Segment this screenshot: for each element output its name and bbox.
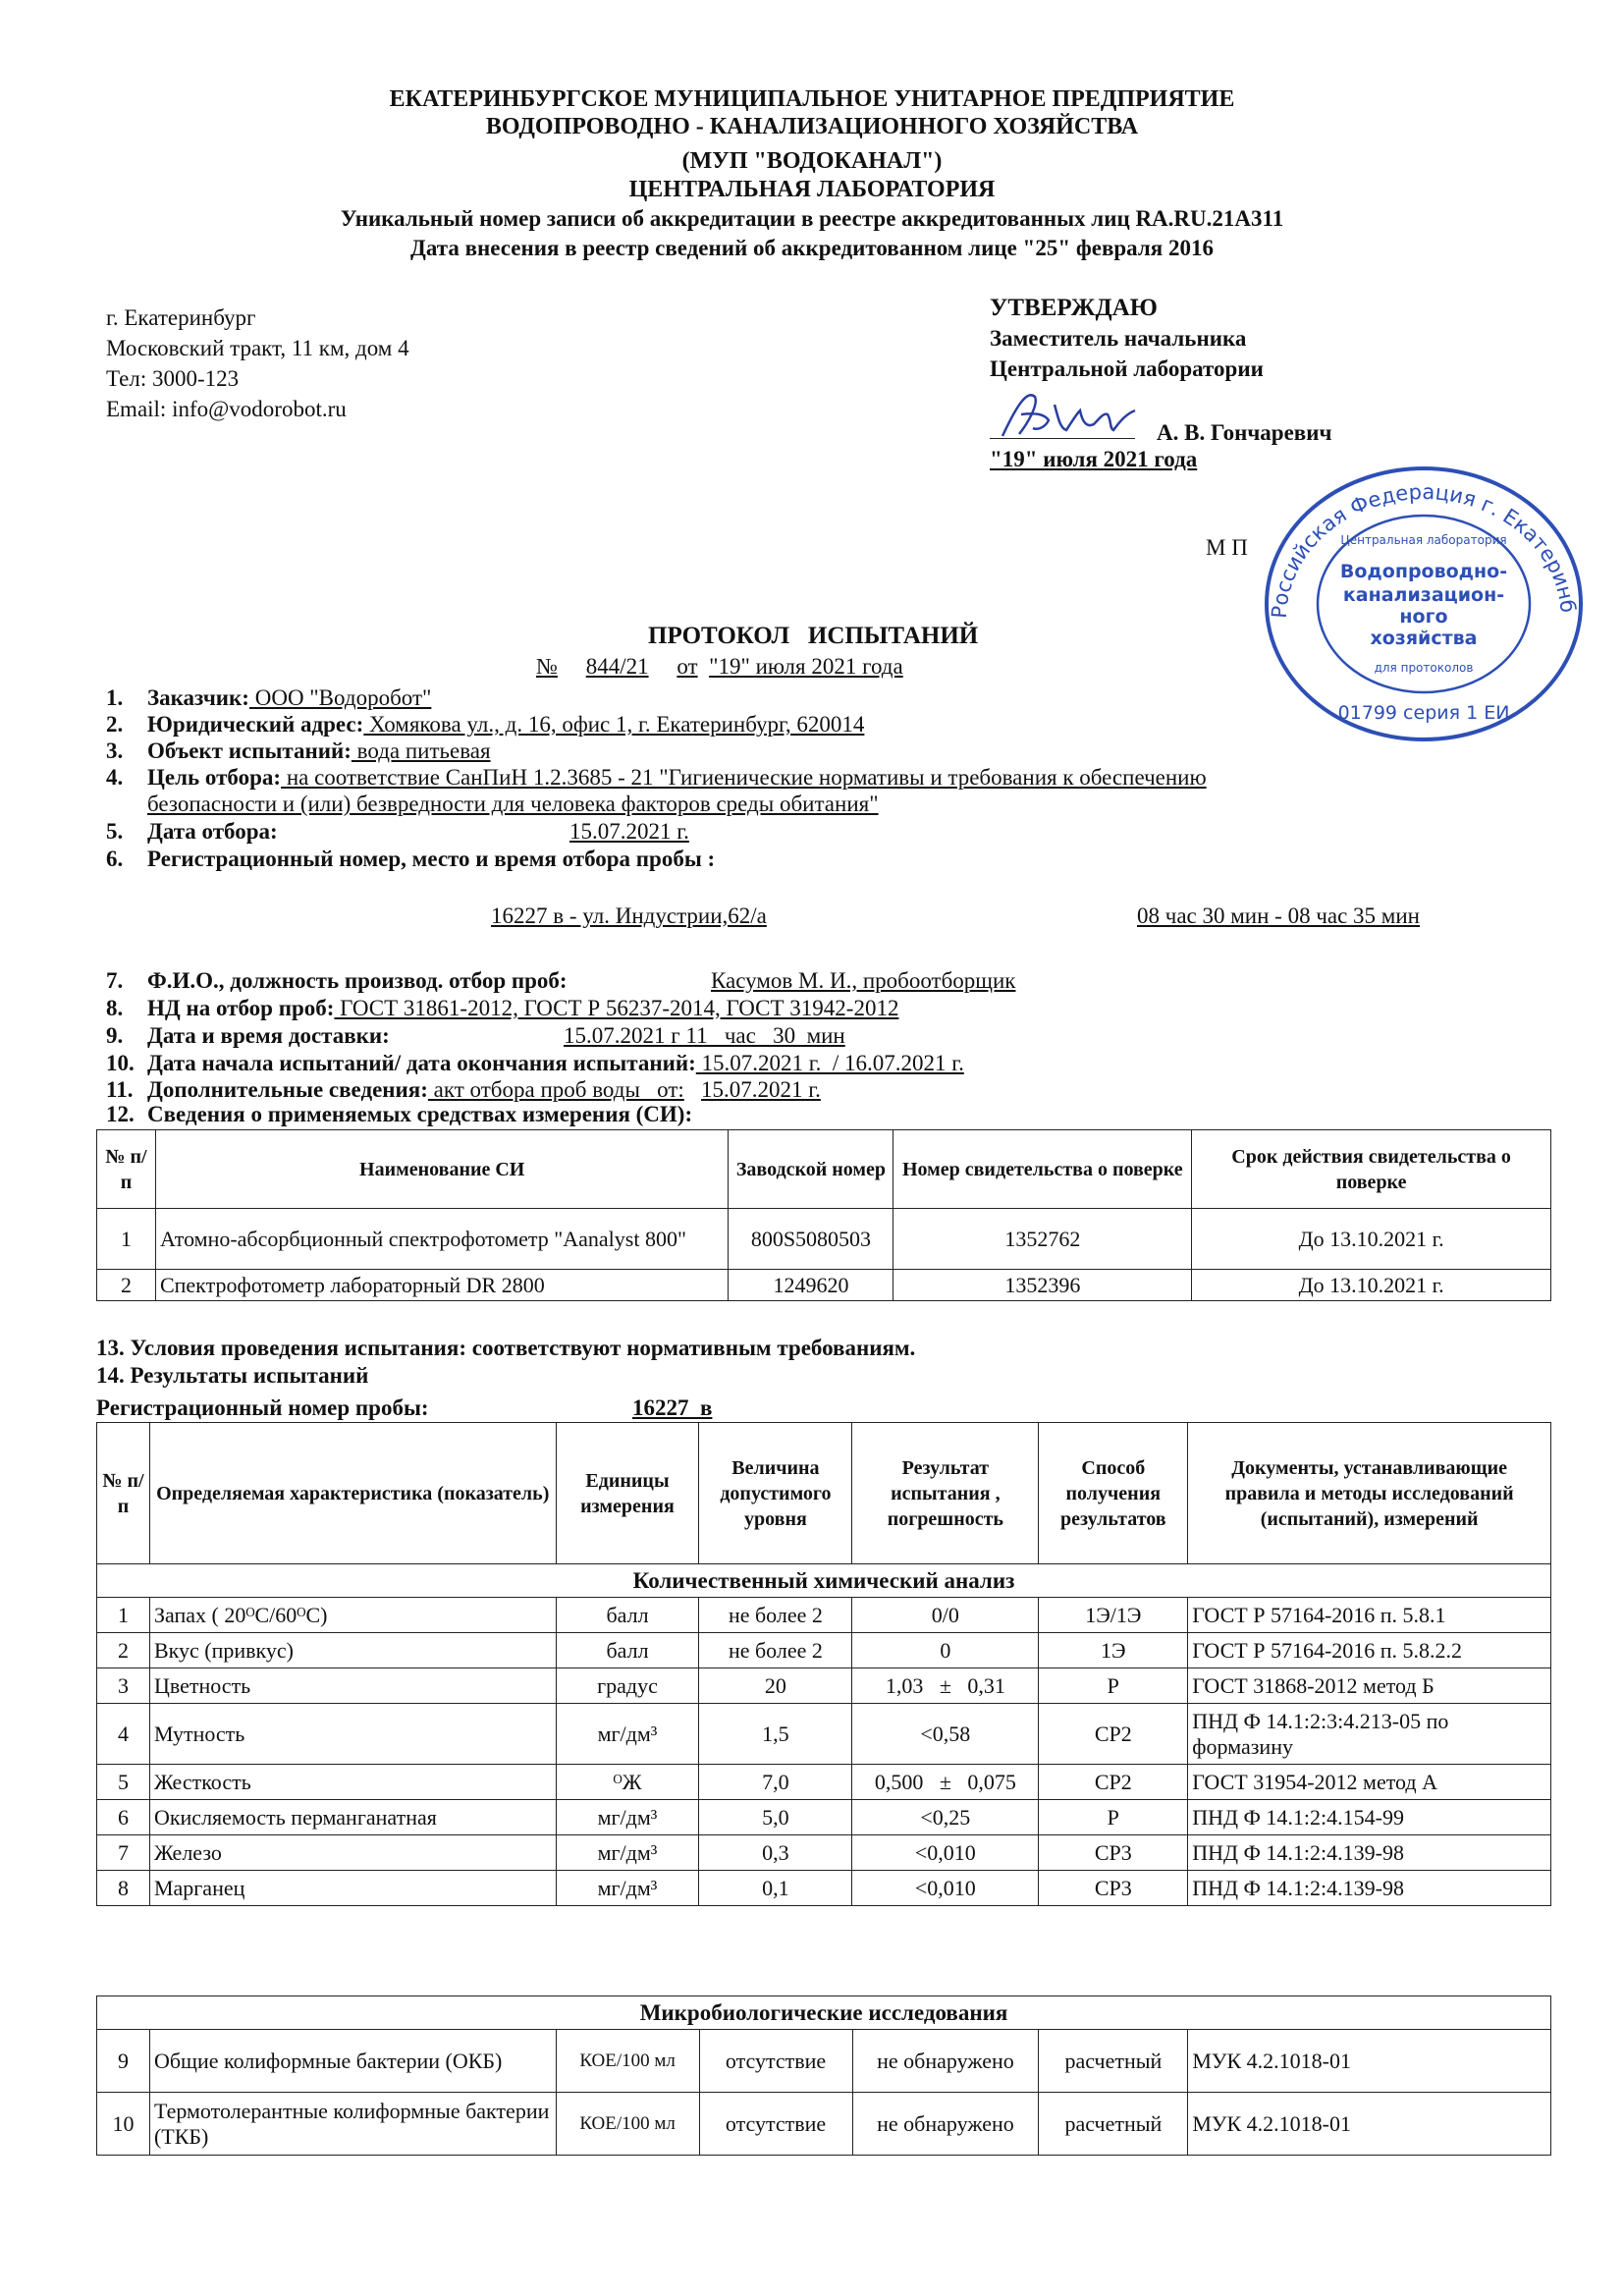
col-header: Величина допустимого уровня — [699, 1423, 852, 1564]
cell: 4 — [97, 1704, 150, 1765]
col-header: Номер свидетельства о поверке — [893, 1130, 1192, 1209]
cell: Вкус (привкус) — [149, 1633, 556, 1668]
cell: 0,500 ± 0,075 — [852, 1765, 1039, 1800]
item-test-dates — [106, 1050, 964, 1076]
cell: Общие колиформные бактерии (ОКБ) — [149, 2030, 556, 2093]
protocol-date: "19" июля 2021 года — [709, 654, 903, 679]
address-phone: Тел: 3000-123 — [106, 366, 240, 391]
sample-reg-place — [491, 902, 767, 929]
table-row — [97, 1209, 1551, 1270]
cell: мг/дм³ — [556, 1800, 699, 1835]
cell: Марганец — [149, 1871, 556, 1906]
protocol-number-line — [536, 653, 903, 680]
table-row — [97, 2093, 1551, 2156]
approver-name: А. В. Гончаревич — [1157, 420, 1332, 445]
cell: СР3 — [1039, 1835, 1188, 1871]
approval-position2: Центральной лаборатории — [990, 356, 1264, 381]
item-value: ГОСТ 31861-2012, ГОСТ Р 56237-2014, ГОСТ 31942-2012 — [334, 996, 899, 1020]
approval-date: "19" июля 2021 года — [990, 447, 1198, 471]
cell: расчетный — [1039, 2093, 1188, 2156]
item-num: 4. — [106, 765, 124, 790]
section-header: Количественный химический анализ — [97, 1564, 1551, 1598]
cell: МУК 4.2.1018-01 — [1188, 2030, 1551, 2093]
cell: ПНД Ф 14.1:2:4.139-98 — [1188, 1871, 1551, 1906]
cell: мг/дм³ — [556, 1835, 699, 1871]
item-value: вода питьевая — [351, 738, 491, 763]
cell: Атомно-абсорбционный спектрофотометр "Aanalyst 800" — [155, 1209, 729, 1270]
stamp-series: 01799 серия 1 ЕИ — [1337, 702, 1510, 724]
item-num: 9. — [106, 1023, 124, 1048]
item-delivery — [106, 1022, 845, 1049]
protocol-title: ПРОТОКОЛ ИСПЫТАНИЙ — [648, 623, 979, 649]
si-table-header — [97, 1130, 1551, 1209]
cell: КОЕ/100 мл — [556, 2030, 699, 2093]
item-value: 15.07.2021 г. — [569, 819, 689, 844]
col-header: Определяемая характеристика (показатель) — [149, 1423, 556, 1564]
stamp-inner4: хозяйства — [1370, 628, 1478, 649]
item-value: 15.07.2021 г 11 час 30 мин — [564, 1023, 845, 1048]
item-purpose-cont: безопасности и (или) безвредности для человека факторов среды обитания" — [147, 792, 879, 816]
cell: До 13.10.2021 г. — [1192, 1270, 1551, 1301]
cell: мг/дм³ — [556, 1871, 699, 1906]
results-table — [96, 1422, 1551, 1906]
table-row — [97, 1765, 1551, 1800]
item-sampling-nd — [106, 995, 898, 1021]
official-stamp — [1259, 462, 1589, 746]
org-name-line3: (МУП "ВОДОКАНАЛ") — [681, 148, 943, 174]
col-header: Способ получения результатов — [1039, 1423, 1188, 1564]
cell: СР3 — [1039, 1871, 1188, 1906]
item-sampler — [106, 967, 1015, 994]
stamp-inner2: канализацион- — [1342, 584, 1505, 606]
item-label: Дата и время доставки: — [147, 1023, 390, 1048]
cell: отсутствие — [699, 2030, 852, 2093]
cell: балл — [556, 1633, 699, 1668]
cell: 5 — [97, 1765, 150, 1800]
item-num: 7. — [106, 968, 124, 993]
cell: 0,1 — [699, 1871, 852, 1906]
reg-value: 16227 в — [632, 1395, 713, 1420]
cell: 800S5080503 — [729, 1209, 893, 1270]
item-num: 8. — [106, 996, 124, 1020]
table-row — [97, 1668, 1551, 1704]
cell: 0,3 — [699, 1835, 852, 1871]
item-legal-address — [106, 711, 864, 738]
cell: 1Э — [1039, 1633, 1188, 1668]
item-num: 1. — [106, 685, 124, 710]
cell: 1 — [97, 1598, 150, 1633]
cell: 1352762 — [893, 1209, 1192, 1270]
stamp-inner3: ного — [1399, 606, 1448, 628]
org-name-line2: ВОДОПРОВОДНО - КАНАЛИЗАЦИОННОГО ХОЗЯЙСТВА — [485, 114, 1139, 139]
cell: 0 — [852, 1633, 1039, 1668]
cell: <0,010 — [852, 1871, 1039, 1906]
cell: ᴼЖ — [556, 1765, 699, 1800]
table-row — [97, 1270, 1551, 1301]
signature-line — [990, 403, 1135, 439]
cell: Окисляемость перманганатная — [149, 1800, 556, 1835]
cell: не обнаружено — [852, 2030, 1039, 2093]
col-header: Наименование СИ — [155, 1130, 729, 1209]
stamp-small-top: Центральная лаборатория — [1340, 533, 1507, 547]
cell: 1 — [97, 1209, 156, 1270]
cell: мг/дм³ — [556, 1704, 699, 1765]
item-customer — [106, 684, 431, 711]
item-label: Ф.И.О., должность производ. отбор проб: — [147, 968, 568, 993]
cell: не обнаружено — [852, 2093, 1039, 2156]
cell: До 13.10.2021 г. — [1192, 1209, 1551, 1270]
table-row — [97, 1598, 1551, 1633]
registry-date: Дата внесения в реестр сведений об аккредитованном лице "25" февраля 2016 — [410, 236, 1214, 260]
approval-title: УТВЕРЖДАЮ — [990, 295, 1158, 321]
lab-address — [106, 302, 409, 424]
item-value: Хомякова ул., д. 16, офис 1, г. Екатеринбург, 620014 — [363, 712, 865, 737]
si-table — [96, 1129, 1551, 1301]
reg-number-line — [96, 1394, 712, 1421]
item-label: Объект испытаний: — [147, 738, 352, 763]
cell: отсутствие — [699, 2093, 852, 2156]
cell: 6 — [97, 1800, 150, 1835]
col-header: Документы, устанавливающие правила и методы исследований (испытаний), измерений — [1188, 1423, 1551, 1564]
cell: Жесткость — [149, 1765, 556, 1800]
accreditation-number: Уникальный номер записи об аккредитации в реестре аккредитованных лиц RA.RU.21А311 — [340, 206, 1284, 231]
cell: <0,58 — [852, 1704, 1039, 1765]
item-num: 11. — [106, 1077, 134, 1102]
cell: Р — [1039, 1668, 1188, 1704]
approval-block — [990, 293, 1264, 384]
cell: <0,010 — [852, 1835, 1039, 1871]
cell: <0,25 — [852, 1800, 1039, 1835]
cell: градус — [556, 1668, 699, 1704]
table-row — [97, 1704, 1551, 1765]
item-label: Дополнительные сведения: — [147, 1077, 428, 1102]
stamp-inner1: Водопроводно- — [1339, 561, 1508, 582]
table-row — [97, 1633, 1551, 1668]
cell: 1352396 — [893, 1270, 1192, 1301]
cell: ПНД Ф 14.1:2:3:4.213-05 по формазину — [1188, 1704, 1551, 1765]
stamp-small-bottom: для протоколов — [1374, 661, 1474, 675]
item-num: 6. — [106, 847, 124, 871]
col-header: № п/п — [97, 1130, 156, 1209]
cell: 1,03 ± 0,31 — [852, 1668, 1039, 1704]
lab-name: ЦЕНТРАЛЬНАЯ ЛАБОРАТОРИЯ — [628, 177, 996, 202]
approval-position1: Заместитель начальника — [990, 326, 1247, 351]
cell: 10 — [97, 2093, 150, 2156]
col-header: Результат испытания , погрешность — [852, 1423, 1039, 1564]
cell: 7,0 — [699, 1765, 852, 1800]
cell: СР2 — [1039, 1765, 1188, 1800]
col-header: Заводской номер — [729, 1130, 893, 1209]
cell: МУК 4.2.1018-01 — [1188, 2093, 1551, 2156]
cell: СР2 — [1039, 1704, 1188, 1765]
signature-icon — [998, 385, 1145, 444]
cell: Железо — [149, 1835, 556, 1871]
cell: расчетный — [1039, 2030, 1188, 2093]
cell: 1,5 — [699, 1704, 852, 1765]
cell: Термотолерантные колиформные бактерии (ТКБ) — [149, 2093, 556, 2156]
address-city: г. Екатеринбург — [106, 305, 256, 330]
cell: 5,0 — [699, 1800, 852, 1835]
col-header: Срок действия свидетельства о поверке — [1192, 1130, 1551, 1209]
item-additional — [106, 1076, 821, 1103]
reg-label: Регистрационный номер пробы: — [96, 1395, 429, 1420]
results-table-header — [97, 1423, 1551, 1564]
section-header: Микробиологические исследования — [97, 1996, 1551, 2030]
cell: балл — [556, 1598, 699, 1633]
item-num: 12. — [106, 1102, 135, 1126]
item-value: Касумов М. И., пробоотборщик — [711, 968, 1016, 993]
sample-time: 08 час 30 мин - 08 час 35 мин — [1137, 903, 1420, 928]
cell: Запах ( 20ᴼС/60ᴼС) — [149, 1598, 556, 1633]
col-header: Единицы измерения — [556, 1423, 699, 1564]
item-purpose — [106, 764, 1207, 791]
item-value: ООО "Водоробот" — [248, 685, 432, 710]
cell: ГОСТ Р 57164-2016 п. 5.8.1 — [1188, 1598, 1551, 1633]
item-test-object — [106, 738, 491, 764]
cell: 1249620 — [729, 1270, 893, 1301]
item-label: Дата начала испытаний/ дата окончания испытаний: — [147, 1051, 696, 1075]
micro-table — [96, 1995, 1551, 2156]
item-label: Сведения о применяемых средствах измерения (СИ): — [147, 1102, 693, 1126]
cell: Р — [1039, 1800, 1188, 1835]
item-num: 2. — [106, 712, 124, 737]
cell: КОЕ/100 мл — [556, 2093, 699, 2156]
cell: 3 — [97, 1668, 150, 1704]
address-email: Email: info@vodorobot.ru — [106, 397, 347, 421]
sample-reg: 16227 в — [491, 903, 565, 928]
number-label: № — [536, 654, 558, 679]
item-label: Цель отбора: — [147, 765, 282, 790]
item-label: Юридический адрес: — [147, 712, 364, 737]
item-conditions: 13. Условия проведения испытания: соответствуют нормативным требованиям. — [96, 1336, 916, 1360]
cell: 7 — [97, 1835, 150, 1871]
address-street: Московский тракт, 11 км, дом 4 — [106, 336, 409, 360]
cell: 0/0 — [852, 1598, 1039, 1633]
item-num: 5. — [106, 819, 124, 844]
cell: ГОСТ Р 57164-2016 п. 5.8.2.2 — [1188, 1633, 1551, 1668]
cell: ПНД Ф 14.1:2:4.154-99 — [1188, 1800, 1551, 1835]
item-si — [106, 1101, 692, 1127]
cell: ГОСТ 31868-2012 метод Б — [1188, 1668, 1551, 1704]
item-label: Регистрационный номер, место и время отбора пробы : — [147, 847, 716, 871]
item-label: Дата отбора: — [147, 819, 278, 844]
cell: не более 2 — [699, 1598, 852, 1633]
table-row — [97, 2030, 1551, 2093]
item-value: 15.07.2021 г. — [701, 1077, 821, 1102]
stamp-outer-text: Российская Федерация г. Екатеринб — [1267, 479, 1580, 620]
item-num: 10. — [106, 1051, 135, 1075]
cell: 20 — [699, 1668, 852, 1704]
from-label: от — [677, 654, 698, 679]
item-value: акт отбора проб воды от: — [427, 1077, 684, 1102]
mp-label: М П — [1206, 535, 1248, 560]
cell: Мутность — [149, 1704, 556, 1765]
item-results-title: 14. Результаты испытаний — [96, 1363, 369, 1388]
org-name-line1: ЕКАТЕРИНБУРГСКОЕ МУНИЦИПАЛЬНОЕ УНИТАРНОЕ ПРЕДПРИЯТИЕ — [389, 86, 1235, 112]
table-row — [97, 1800, 1551, 1835]
cell: 2 — [97, 1633, 150, 1668]
item-label: Заказчик: — [147, 685, 249, 710]
cell: ГОСТ 31954-2012 метод А — [1188, 1765, 1551, 1800]
item-sampling-date — [106, 818, 689, 845]
cell: 9 — [97, 2030, 150, 2093]
table-row — [97, 1871, 1551, 1906]
sample-place: - ул. Индустрии,62/а — [564, 903, 767, 928]
item-value: на соответствие СанПиН 1.2.3685 - 21 "Гигиенические нормативы и требования к обеспечению — [281, 765, 1207, 790]
cell: 1Э/1Э — [1039, 1598, 1188, 1633]
item-value: 15.07.2021 г. / 16.07.2021 г. — [695, 1051, 964, 1075]
item-label: НД на отбор проб: — [147, 996, 335, 1020]
cell: Спектрофотометр лабораторный DR 2800 — [155, 1270, 729, 1301]
cell: 2 — [97, 1270, 156, 1301]
cell: не более 2 — [699, 1633, 852, 1668]
cell: Цветность — [149, 1668, 556, 1704]
item-registration — [106, 846, 715, 872]
item-num: 3. — [106, 738, 124, 763]
table-row — [97, 1835, 1551, 1871]
col-header: № п/п — [97, 1423, 150, 1564]
cell: ПНД Ф 14.1:2:4.139-98 — [1188, 1835, 1551, 1871]
protocol-number: 844/21 — [585, 654, 649, 679]
cell: 8 — [97, 1871, 150, 1906]
